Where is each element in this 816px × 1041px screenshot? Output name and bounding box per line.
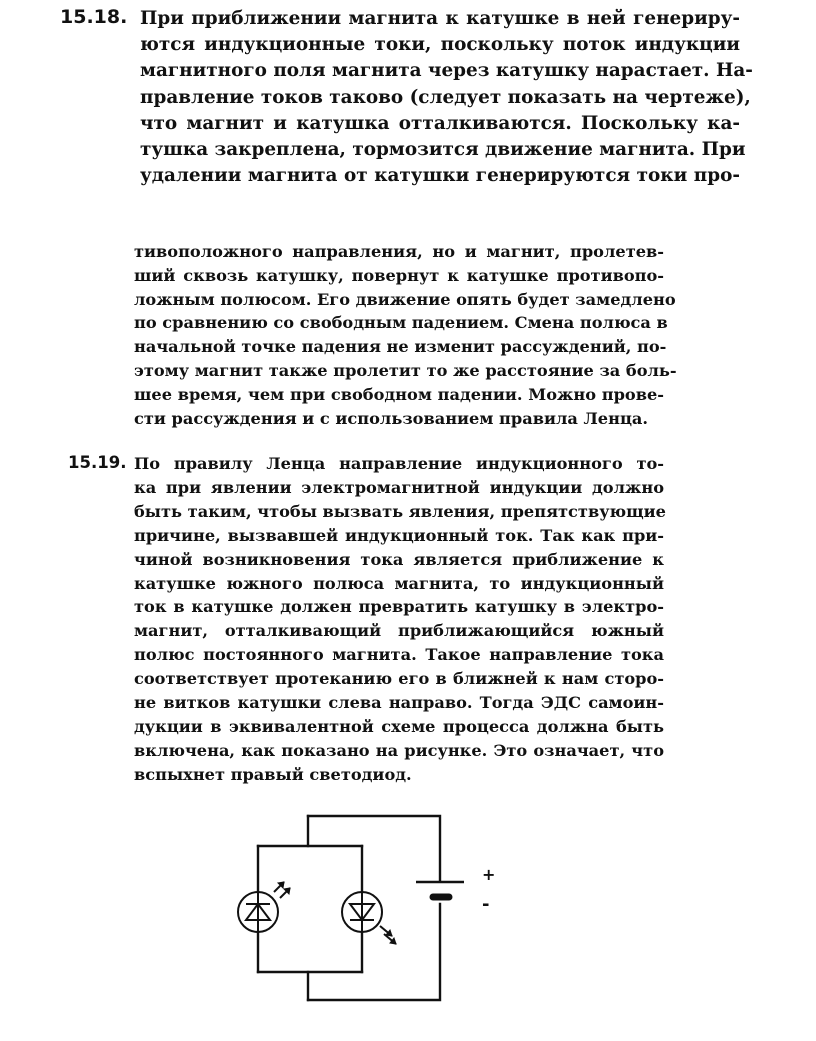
text-line: полюс постоянного магнита. Такое направление тока xyxy=(134,645,664,665)
text-line: магнитного поля магнита через катушку нарастает. На- xyxy=(140,60,753,82)
text-line: шее время, чем при свободном падении. Можно прове- xyxy=(134,384,664,404)
text-line: быть таким, чтобы вызвать явления, препятствующие xyxy=(134,501,666,521)
problem-number: 15.18. xyxy=(60,6,128,28)
text-line: соответствует протеканию его в ближней к нам сторо- xyxy=(134,669,664,689)
text-line: начальной точке падения не изменит рассуждений, по- xyxy=(134,337,667,357)
text-line: сти рассуждения и с использованием правила Ленца. xyxy=(134,408,649,428)
text-line: по сравнению со свободным падением. Смена полюса в xyxy=(134,313,668,333)
text-line: правление токов таково (следует показать на чертеже), xyxy=(140,86,751,108)
text-line: этому магнит также пролетит то же расстояние за боль- xyxy=(134,360,677,380)
text-line: ший сквозь катушку, повернут к катушке противопо- xyxy=(134,265,664,285)
text-line: включена, как показано на рисунке. Это означает, что xyxy=(134,740,664,760)
text-line: причине, вызвавшей индукционный ток. Так как при- xyxy=(134,525,664,545)
text-line: что магнит и катушка отталкиваются. Поскольку ка- xyxy=(140,112,740,134)
battery-icon xyxy=(416,882,464,900)
text-line: тивоположного направления, но и магнит, пролетев- xyxy=(134,242,664,261)
plus-label: + xyxy=(482,865,496,884)
text-line: магнит, отталкивающий приближающийся южный xyxy=(134,621,664,641)
text-line: При приближении магнита к катушке в ней генериру- xyxy=(140,8,740,29)
wire-outer-bottom xyxy=(308,904,440,1000)
text-line: катушке южного полюса магнита, то индукционный xyxy=(134,573,664,593)
minus-label: - xyxy=(482,894,490,915)
text-line: ка при явлении электромагнитной индукции должно xyxy=(134,477,664,497)
problem-15-18-continuation xyxy=(134,240,677,430)
problem-text xyxy=(134,452,664,787)
problem-text xyxy=(140,6,753,189)
text-line: ются индукционные токи, поскольку поток индукции xyxy=(140,34,740,56)
led-right-icon xyxy=(342,892,396,944)
problem-number: 15.19. xyxy=(68,453,127,472)
text-line: дукции в эквивалентной схеме процесса должна быть xyxy=(134,716,664,736)
text-line: ток в катушке должен превратить катушку в электро- xyxy=(134,597,664,617)
text-line: По правилу Ленца направление индукционного то- xyxy=(134,454,664,473)
text-line: ложным полюсом. Его движение опять будет замедлено xyxy=(134,289,676,309)
circuit-diagram xyxy=(220,808,520,1030)
text-line: удалении магнита от катушки генерируются токи про- xyxy=(140,165,740,187)
text-line: тушка закреплена, тормозится движение магнита. При xyxy=(140,139,746,161)
wire-top xyxy=(308,816,440,880)
led-left-icon xyxy=(238,882,290,932)
text-line: вспыхнет правый светодиод. xyxy=(134,764,412,784)
text-line: чиной возникновения тока является приближение к xyxy=(134,549,664,569)
text-line: не витков катушки слева направо. Тогда ЭДС самоин- xyxy=(134,693,664,713)
